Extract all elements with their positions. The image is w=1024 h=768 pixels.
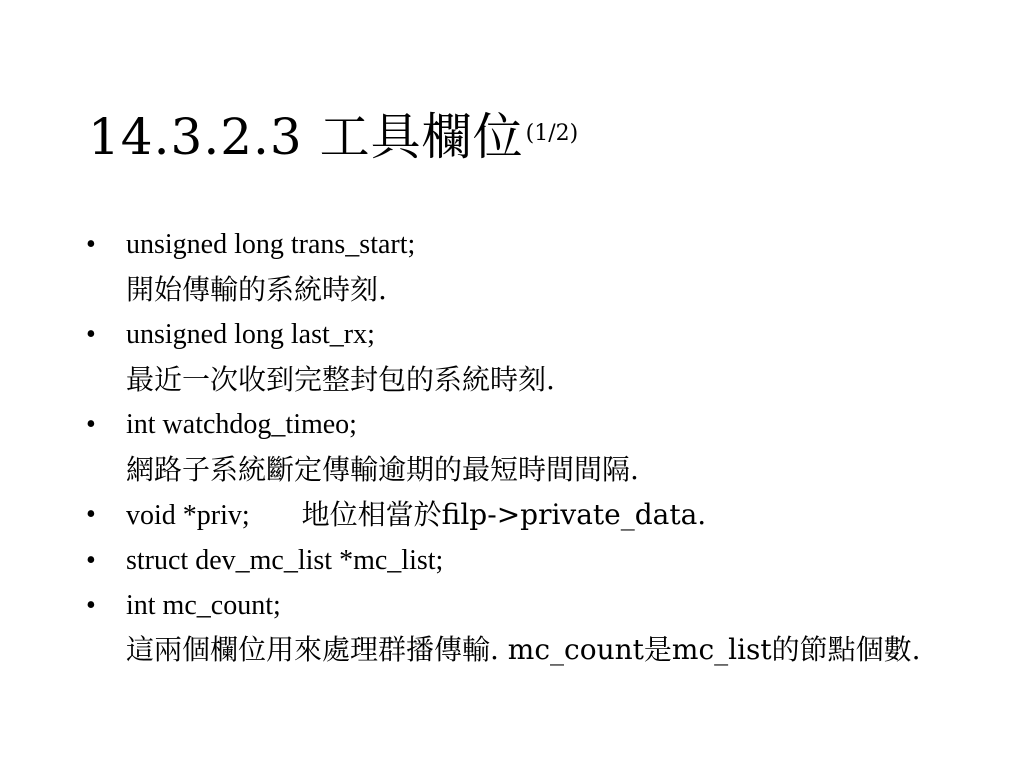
bullet-icon: • [86, 499, 96, 530]
title-main: 14.3.2.3 工具欄位 [88, 108, 524, 166]
bullet-icon: • [86, 319, 96, 350]
item-row [126, 492, 986, 538]
item-inline-description: 地位相當於filp->private_data. [301, 498, 707, 531]
list-item [86, 402, 986, 492]
slide-title [88, 104, 578, 179]
list-item [86, 222, 986, 312]
item-description: 這兩個欄位用來處理群播傳輸. mc_count是mc_list的節點個數. [126, 633, 921, 666]
bullet-icon: • [86, 229, 96, 260]
list-item [86, 583, 986, 669]
bullet-icon: • [86, 545, 96, 576]
item-description: 最近一次收到完整封包的系統時刻. [126, 363, 555, 396]
title-suffix: (1/2) [525, 121, 579, 146]
list-item [86, 492, 986, 538]
item-code: unsigned long last_rx; [126, 319, 375, 350]
item-code: void *priv; [126, 500, 250, 531]
item-code: struct dev_mc_list *mc_list; [126, 545, 444, 576]
bullet-list [86, 222, 986, 669]
list-item [86, 312, 986, 402]
bullet-icon: • [86, 409, 96, 440]
item-code: int watchdog_timeo; [126, 409, 357, 440]
item-code: int mc_count; [126, 590, 281, 621]
item-code: unsigned long trans_start; [126, 229, 416, 260]
item-description: 開始傳輸的系統時刻. [126, 273, 387, 306]
list-item [86, 538, 986, 583]
item-description: 網路子系統斷定傳輸逾期的最短時間間隔. [126, 453, 639, 486]
bullet-icon: • [86, 590, 96, 621]
